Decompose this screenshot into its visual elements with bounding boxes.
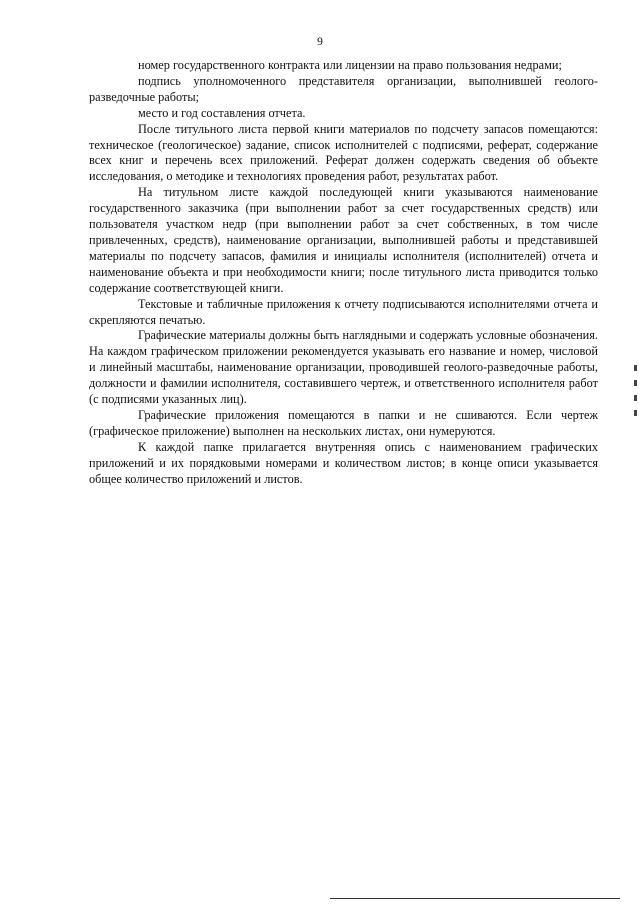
paragraph-place-year: место и год составления отчета. bbox=[138, 105, 306, 120]
paragraph-text-appendices: Текстовые и табличные приложения к отчету подписываются исполнителями отчета и скрепляются печатью. bbox=[89, 296, 598, 327]
scan-edge-marks bbox=[634, 365, 638, 425]
paragraph-first-book-contents: После титульного листа первой книги материалов по подсчету запасов помещаются: техническое (геологическое) задание, список исполнителей с подписями, реферат, содержание всех книг и перечень всех приложений. Реферат должен содержать сведения об объекте исследования, о методике и технологиях проведения работ, результатах работ. bbox=[89, 121, 598, 184]
paragraph-graphic-materials: Графические материалы должны быть наглядными и содержать условные обозначения. На каждом графическом приложении рекомендуется указывать его название и номер, числовой и линейный масштабы, наименование организации, проводившей геолого-разведочные работы, должности и фамилии исполнителя, составившего чертеж, и ответственного исполнителя работ (с подписями указанных лиц). bbox=[89, 328, 598, 407]
paragraph-signature: подпись уполномоченного представителя организации, выполнившей геолого-разведочные работы; bbox=[89, 73, 598, 104]
page-number: 9 bbox=[317, 36, 323, 48]
paragraph-graphic-folders: Графические приложения помещаются в папки и не сшиваются. Если чертеж (графическое приложение) выполнен на нескольких листах, они нумеруются. bbox=[89, 407, 598, 438]
paragraph-subsequent-books: На титульном листе каждой последующей книги указываются наименование государственного заказчика (при выполнении работ за счет государственных средств) или пользователя участком недр (при выполнении работ за счет собственных, в том числе привлеченных, средств), наименование организации, выполнившей работы и представившей материалы по подсчету запасов, фамилия и инициалы исполнителя (исполнителей) отчета и наименование объекта и при необходимости книги; после титульного листа приводится только содержание соответствующей книги. bbox=[89, 185, 598, 295]
paragraph-folder-inventory: К каждой папке прилагается внутренняя опись с наименованием графических приложений и их порядковыми номерами и количеством листов; в конце описи указывается общее количество приложений и листов. bbox=[89, 439, 598, 486]
document-body bbox=[89, 58, 598, 487]
bottom-rule bbox=[330, 898, 620, 899]
paragraph-contract-number: номер государственного контракта или лицензии на право пользования недрами; bbox=[138, 58, 562, 72]
